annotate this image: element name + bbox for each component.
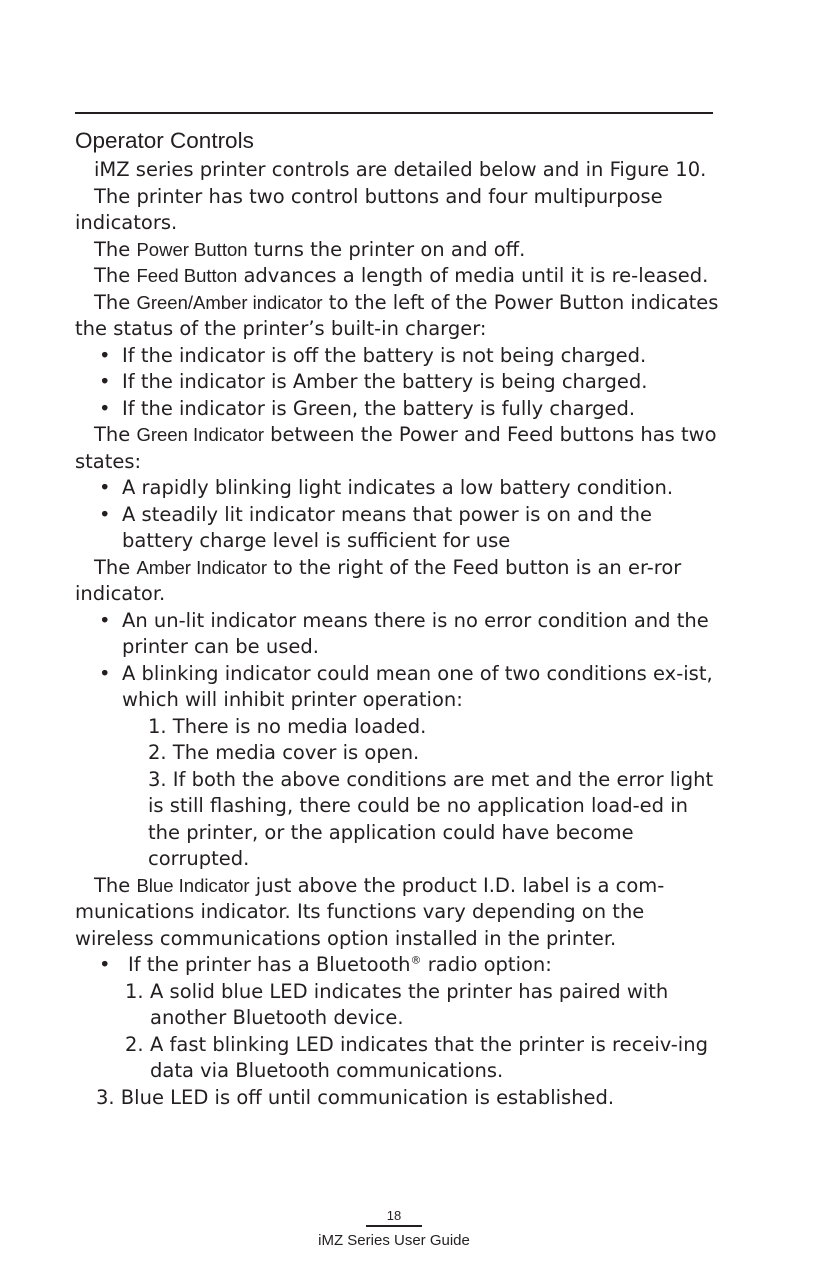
- list-item: 2. The media cover is open.: [148, 741, 420, 764]
- controls-paragraph: The printer has two control buttons and four multipurpose indicators.: [75, 184, 663, 234]
- list-item: • A rapidly blinking light indicates a low battery condition.: [75, 475, 725, 502]
- list-item: • A steadily lit indicator means that power is on and the battery charge level is sufficient for use: [75, 502, 725, 555]
- list-item: 3. Blue LED is off until communication is established.: [96, 1085, 615, 1109]
- amber-indicator-paragraph: The Amber Indicator to the right of the Feed button is an er-ror indicator.: [75, 555, 682, 605]
- blue-indicator-term: Blue Indicator: [136, 874, 250, 896]
- list-item: • If the printer has a Bluetooth® radio option:: [75, 952, 725, 979]
- list-item: • If the indicator is Green, the battery is fully charged.: [75, 396, 725, 423]
- error-conditions: [148, 714, 725, 873]
- list-item: 1. A solid blue LED indicates the printer has paired with another Bluetooth device.: [125, 979, 669, 1029]
- list-item: 2. A fast blinking LED indicates that the printer is receiv-ing data via Bluetooth communications.: [125, 1032, 708, 1082]
- list-item: • A blinking indicator could mean one of two conditions ex-ist, which will inhibit printer operation:: [75, 661, 725, 714]
- amber-states-list: [75, 608, 725, 714]
- feed-button-term: Feed Button: [136, 265, 238, 286]
- section-heading: Operator Controls: [75, 128, 254, 153]
- amber-indicator-term: Amber Indicator: [136, 556, 268, 578]
- registered-mark: ®: [410, 953, 422, 967]
- list-item: • If the indicator is off the battery is not being charged.: [75, 343, 725, 370]
- list-item: • If the indicator is Amber the battery is being charged.: [75, 369, 725, 396]
- bluetooth-list: [75, 952, 725, 979]
- page-body: [75, 157, 725, 1111]
- feed-button-paragraph: The Feed Button advances a length of media until it is re-leased.: [94, 264, 709, 287]
- green-states-list: [75, 475, 725, 555]
- green-amber-paragraph: The Green/Amber indicator to the left of the Power Button indicates the status of the printer’s built-in charger:: [75, 290, 719, 340]
- green-indicator-term: Green Indicator: [136, 424, 264, 445]
- header-rule: [75, 112, 713, 114]
- blue-indicator-paragraph: The Blue Indicator just above the product I.D. label is a com-munications indicator. Its functions vary depending on the wireless communications option installed in the printer.: [75, 873, 665, 950]
- intro-paragraph: iMZ series printer controls are detailed below and in Figure 10.: [94, 158, 707, 181]
- list-item: 3. If both the above conditions are met and the error light is still flashing, there could be no application load-ed in the printer, or the application could have become corrupted.: [148, 767, 714, 870]
- list-item: 1. There is no media loaded.: [148, 714, 427, 738]
- power-button-paragraph: The Power Button turns the printer on and off.: [94, 237, 526, 261]
- footer-title: iMZ Series User Guide: [318, 1232, 470, 1249]
- list-item: • An un-lit indicator means there is no error condition and the printer can be used.: [75, 608, 725, 661]
- charger-status-list: [75, 343, 725, 423]
- power-button-term: Power Button: [136, 238, 248, 260]
- green-amber-term: Green/Amber indicator: [136, 291, 323, 313]
- page-number: 18: [366, 1208, 422, 1227]
- green-indicator-paragraph: The Green Indicator between the Power and Feed buttons has two states:: [75, 423, 717, 473]
